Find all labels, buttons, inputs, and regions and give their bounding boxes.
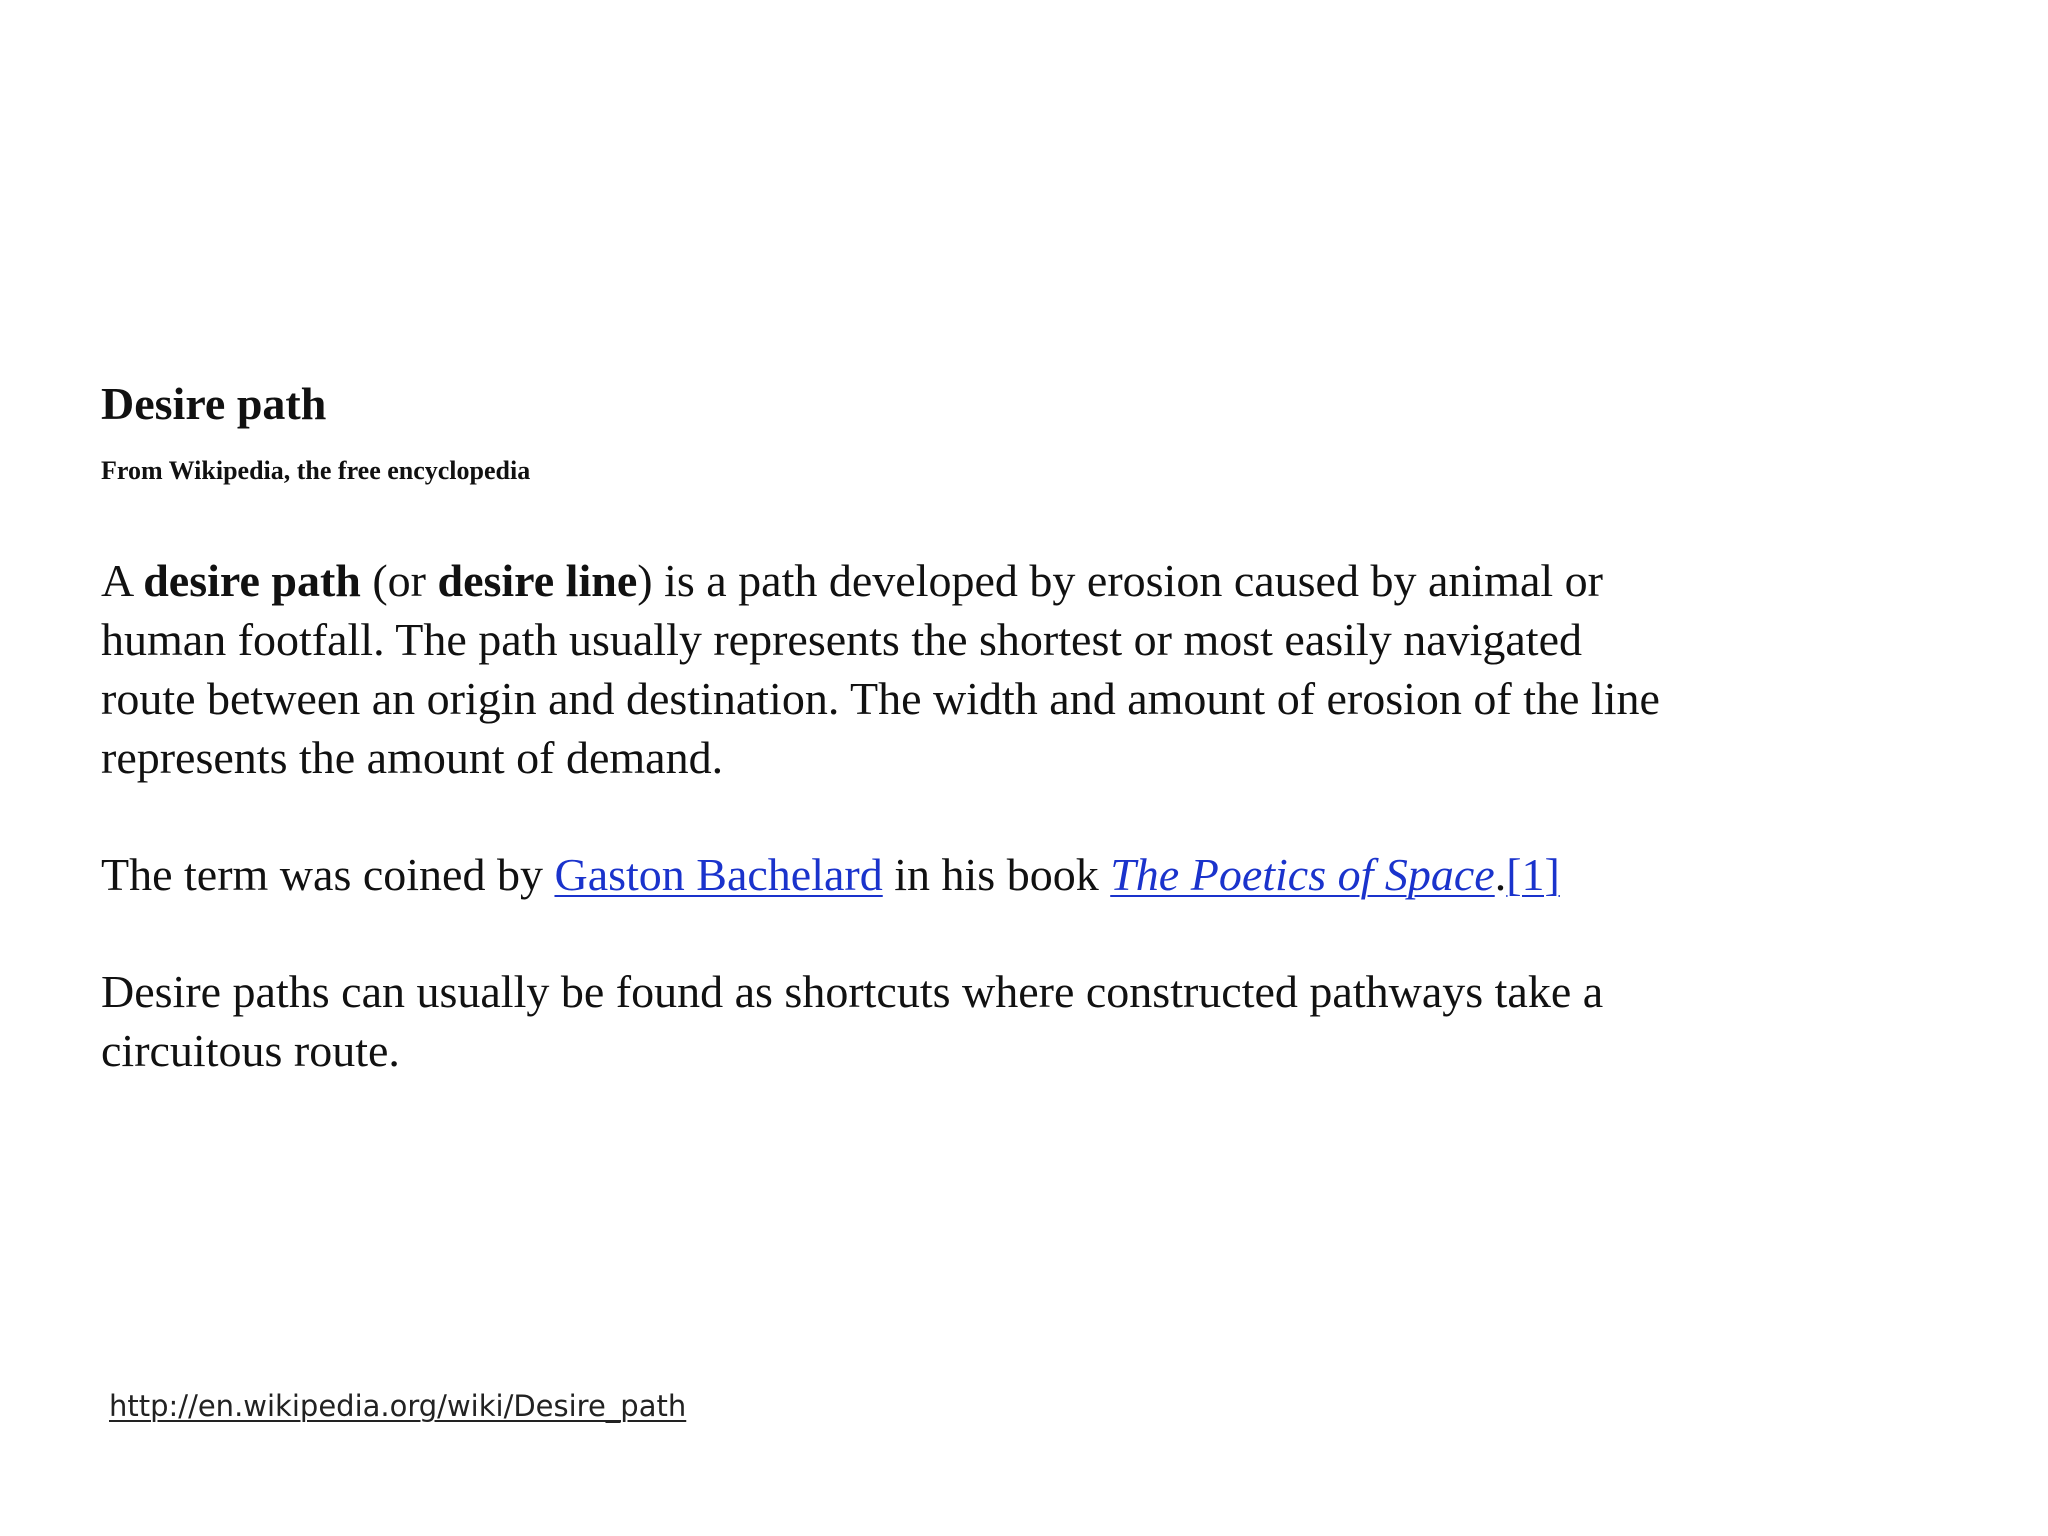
page-title: Desire path [101, 378, 327, 429]
paragraph-text: in his book [882, 849, 1111, 900]
paragraph-text: (or [360, 555, 438, 606]
page-subtitle: From Wikipedia, the free encyclopedia [101, 456, 531, 485]
source-url-link[interactable]: http://en.wikipedia.org/wiki/Desire_path [109, 1389, 687, 1423]
book-title: The Poetics of Space [1110, 849, 1495, 900]
link-poetics-of-space[interactable] [1110, 849, 1495, 900]
paragraph-text: . [1494, 849, 1507, 900]
paragraph-shortcuts: Desire paths can usually be found as shortcuts where constructed pathways take a circuitous route. [101, 966, 1604, 1076]
paragraph-definition [101, 551, 1681, 787]
paragraph-text: ) is a path developed by erosion caused by animal or human footfall. The path usually represents the shortest or most easily navigated route between an origin and destination. The width and amount of erosion of the line represents the amount of demand. [101, 555, 1660, 783]
paragraph-text: A [101, 555, 144, 606]
paragraph-text: The term was coined by [101, 849, 555, 900]
article [101, 372, 1681, 1080]
link-gaston-bachelard[interactable]: Gaston Bachelard [554, 849, 883, 900]
paragraph-origin [101, 845, 1681, 904]
citation-link-1[interactable]: [1] [1506, 849, 1560, 900]
term-desire-line: desire line [437, 555, 638, 606]
term-desire-path: desire path [143, 555, 361, 606]
